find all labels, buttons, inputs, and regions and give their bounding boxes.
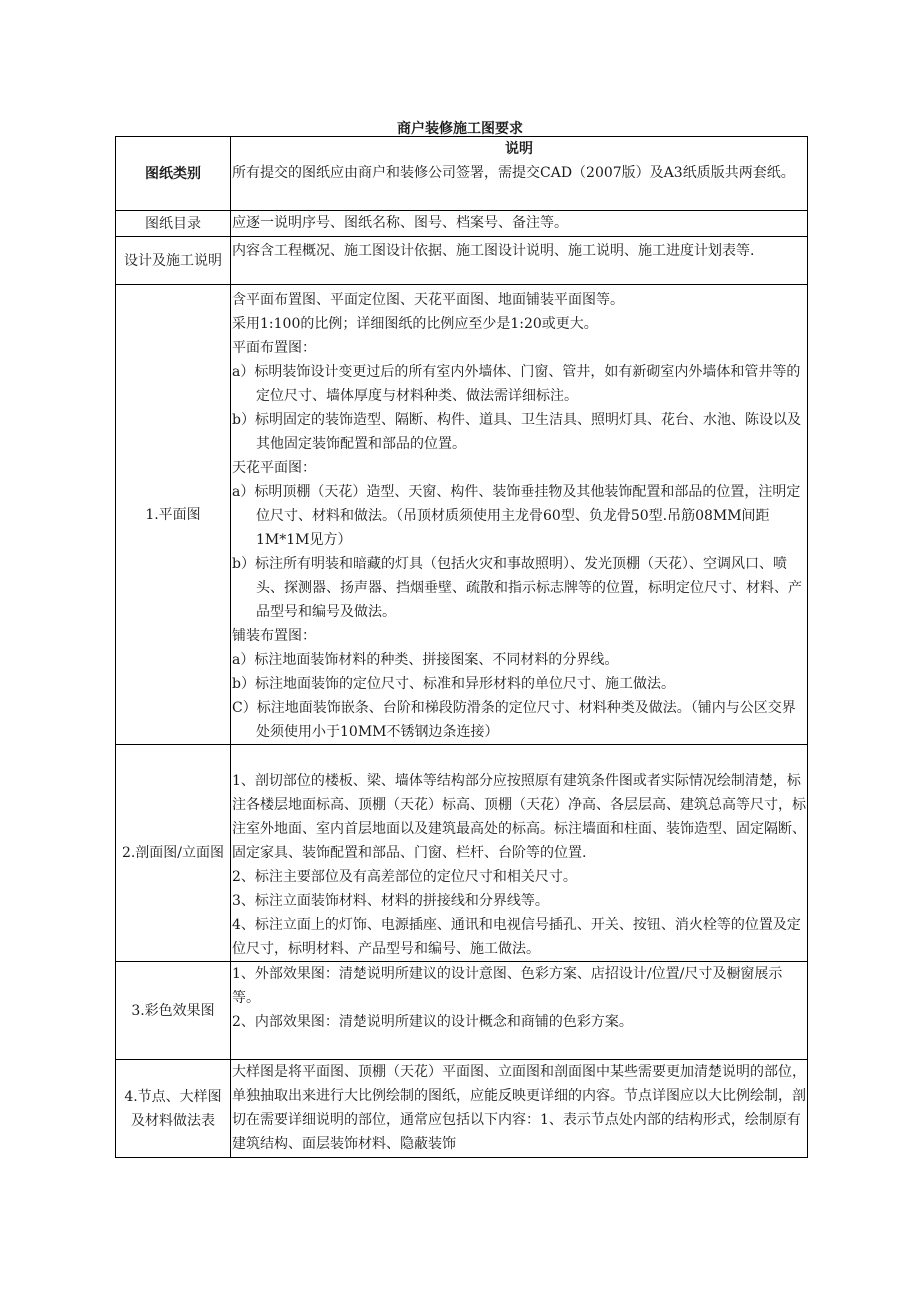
row-category: 4.节点、大样图及材料做法表: [116, 1060, 231, 1158]
row-category: 设计及施工说明: [116, 237, 231, 285]
text-line: 采用1:100的比例；详细图纸的比例应至少是1:20或更大。: [232, 316, 598, 332]
table-row: [116, 1060, 808, 1158]
list-item: a）标明顶棚（天花）造型、天窗、构件、装饰垂挂物及其他装饰配置和部品的位置，注明定位尺寸、材料和做法。（吊顶材质须使用主龙骨60型、负龙骨50型.吊筋08MM间距1M*1M见方）: [232, 484, 801, 548]
row-description: [231, 745, 808, 962]
text-line: 含平面布置图、平面定位图、天花平面图、地面铺装平面图等。: [232, 292, 624, 308]
row-description: 应逐一说明序号、图纸名称、图号、档案号、备注等。: [231, 211, 808, 237]
subheading: 天花平面图：: [232, 460, 316, 476]
list-item: a）标明装饰设计变更过后的所有室内外墙体、门窗、管井，如有新砌室内外墙体和管井等的定位尺寸、墙体厚度与材料种类、做法需详细标注。: [232, 364, 801, 404]
subheading: 铺装布置图：: [232, 628, 316, 644]
text-line: 2、标注主要部位及有高差部位的定位尺寸和相关尺寸。: [232, 869, 577, 885]
row-description: [231, 137, 808, 211]
row-text: 所有提交的图纸应由商户和装修公司签署，需提交CAD（2007版）及A3纸质版共两套纸。: [232, 165, 795, 181]
row-description: 大样图是将平面图、顶棚（天花）平面图、立面图和剖面图中某些需要更加清楚说明的部位，单独抽取出来进行大比例绘制的图纸，应能反映更详细的内容。节点详图应以大比例绘制，剖切在需要详细说明的部位，通常应包括以下内容：1、表示节点处内部的结构形式，绘制原有建筑结构、面层装饰材料、隐蔽装饰: [231, 1060, 808, 1158]
list-item: a）标注地面装饰材料的种类、拼接图案、不同材料的分界线。: [232, 652, 619, 668]
table-row: [116, 237, 808, 285]
table-row: [116, 211, 808, 237]
text-line: 1、剖切部位的楼板、梁、墙体等结构部分应按照原有建筑条件图或者实际情况绘制清楚，标注各楼层地面标高、顶棚（天花）标高、顶棚（天花）净高、各层层高、建筑总高等尺寸，标注室外地面、室内首层地面以及建筑最高处的标高。标注墙面和柱面、装饰造型、固定隔断、固定家具、装饰配置和部品、门窗、栏杆、台阶等的位置.: [232, 773, 806, 861]
column-header: 说明: [505, 141, 533, 157]
table-row: [116, 745, 808, 962]
row-text: 内容含工程概况、施工图设计依据、施工图设计说明、施工说明、施工进度计划表等.: [232, 243, 755, 259]
text-line: 4、标注立面上的灯饰、电源插座、通讯和电视信号插孔、开关、按钮、消火栓等的位置及定位尺寸，标明材料、产品型号和编号、施工做法。: [232, 917, 801, 957]
text-line: 3、标注立面装饰材料、材料的拼接线和分界线等。: [232, 893, 549, 909]
text-line: 2、内部效果图：清楚说明所建议的设计概念和商铺的色彩方案。: [232, 1014, 633, 1030]
row-category: 图纸类别: [116, 137, 231, 211]
table-row: [116, 962, 808, 1060]
text-line: 1、外部效果图：清楚说明所建议的设计意图、色彩方案、店招设计/位置/尺寸及橱窗展示等。: [232, 966, 783, 1006]
document-title: 商户装修施工图要求: [397, 121, 523, 137]
row-category: 1.平面图: [116, 285, 231, 745]
list-item: b）标注所有明装和暗藏的灯具（包括火灾和事故照明）、发光顶棚（天花）、空调风口、喷头、探测器、扬声器、挡烟垂壁、疏散和指示标志牌等的位置，标明定位尺寸、材料、产品型号和编号及做法。: [232, 556, 802, 620]
row-category: 图纸目录: [116, 211, 231, 237]
list-item: C）标注地面装饰嵌条、台阶和梯段防滑条的定位尺寸、材料种类及做法。（铺内与公区交界处须使用小于10MM不锈钢边条连接）: [232, 700, 796, 740]
subheading: 平面布置图：: [232, 340, 316, 356]
row-category: 2.剖面图/立面图: [116, 745, 231, 962]
row-category: 3.彩色效果图: [116, 962, 231, 1060]
row-description: [231, 237, 808, 285]
row-description: [231, 285, 808, 745]
requirements-table: [115, 136, 808, 1158]
table-row: [116, 137, 808, 211]
row-description: [231, 962, 808, 1060]
table-row: [116, 285, 808, 745]
list-item: b）标明固定的装饰造型、隔断、构件、道具、卫生洁具、照明灯具、花台、水池、陈设以及其他固定装饰配置和部品的位置。: [232, 412, 801, 452]
list-item: b）标注地面装饰的定位尺寸、标准和异形材料的单位尺寸、施工做法。: [232, 676, 675, 692]
